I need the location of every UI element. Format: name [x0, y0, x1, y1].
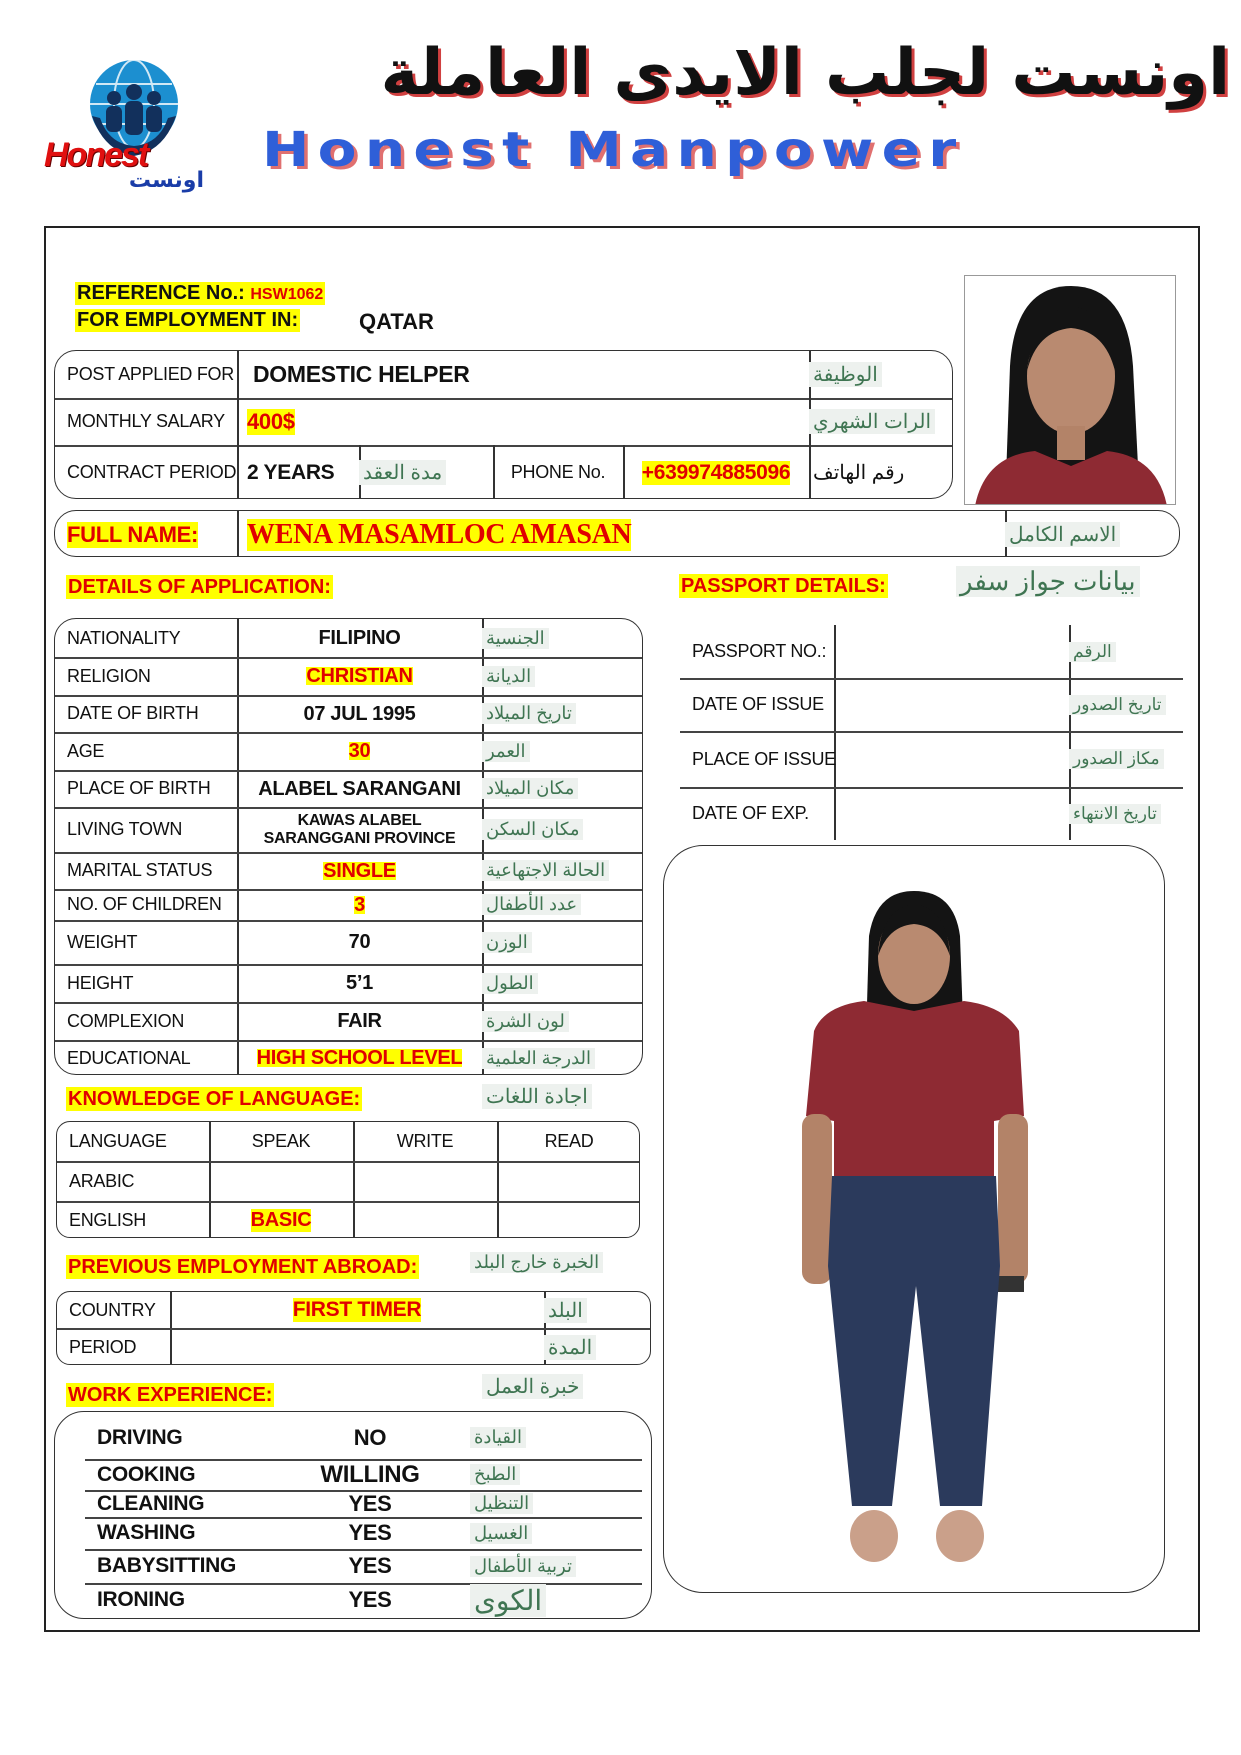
work-skill-value-text: NO — [353, 1424, 387, 1450]
period-arabic — [544, 1328, 651, 1365]
detail-arabic — [482, 657, 643, 695]
period-label-text: PERIOD — [69, 1336, 137, 1357]
detail-arabic — [482, 695, 643, 732]
passport-section-title: PASSPORT DETAILS: — [681, 575, 886, 597]
detail-label — [55, 732, 237, 770]
language-header — [209, 1122, 353, 1161]
contract-label — [55, 445, 237, 499]
salary-value — [237, 398, 809, 445]
contract-arabic-text: مدة العقد — [359, 460, 446, 485]
detail-value — [237, 657, 482, 695]
detail-arabic — [482, 1002, 643, 1040]
work-skill-arabic — [470, 1517, 642, 1549]
detail-label-text: LIVING TOWN — [67, 819, 183, 839]
work-skill-arabic — [470, 1549, 642, 1583]
work-skill-arabic — [470, 1583, 642, 1617]
passport-label-text: PLACE OF ISSUE — [692, 748, 836, 769]
employment-country: QATAR — [359, 309, 434, 334]
language-header — [57, 1122, 209, 1161]
work-skill-arabic-text: الكوى — [470, 1584, 546, 1617]
full-name-label — [55, 511, 237, 557]
work-skill-arabic-text: القيادة — [470, 1427, 526, 1448]
phone-arabic — [809, 445, 953, 499]
contract-arabic — [359, 445, 493, 499]
details-section-title: DETAILS OF APPLICATION: — [68, 576, 331, 598]
passport-details-table — [680, 625, 1183, 840]
detail-value-text: 5’1 — [346, 972, 373, 994]
work-experience-table — [54, 1411, 652, 1619]
work-skill-value — [270, 1459, 470, 1490]
phone-label — [493, 445, 623, 499]
arabic-company-title: اونست لجلب الايدى العاملة — [380, 36, 1230, 110]
passport-arabic — [1069, 787, 1183, 840]
salary-arabic-text: الرات الشهري — [809, 409, 935, 434]
detail-label — [55, 964, 237, 1002]
detail-arabic-text: الوزن — [482, 932, 532, 953]
country-arabic — [544, 1292, 651, 1328]
work-skill-label — [97, 1416, 297, 1459]
detail-label-text: DATE OF BIRTH — [67, 703, 199, 723]
period-arabic-text: المدة — [544, 1335, 596, 1360]
detail-value-text: CHRISTIAN — [306, 665, 413, 687]
language-cell — [209, 1201, 353, 1238]
logo-text: Honest — [44, 136, 148, 174]
detail-value — [237, 964, 482, 1002]
detail-value-text: 07 JUL 1995 — [303, 702, 416, 725]
job-info-table — [54, 350, 953, 499]
post-label-text: POST APPLIED FOR — [67, 364, 234, 384]
work-skill-arabic — [470, 1490, 642, 1517]
passport-label — [680, 625, 834, 678]
detail-arabic — [482, 964, 643, 1002]
reference-number: HSW1062 — [250, 286, 324, 303]
detail-arabic — [482, 1040, 643, 1075]
full-name-arabic-text: الاسم الكامل — [1005, 522, 1120, 547]
english-company-title: Honest Manpower — [262, 122, 965, 178]
work-skill-value-text: WILLING — [320, 1460, 420, 1488]
passport-arabic-text: الرقم — [1069, 642, 1116, 662]
work-skill-label-text: CLEANING — [97, 1491, 205, 1515]
phone-arabic-text: رقم الهاتف — [813, 462, 905, 484]
post-label — [55, 351, 237, 398]
full-name-label-text: FULL NAME: — [67, 521, 199, 547]
detail-label-text: PLACE OF BIRTH — [67, 778, 211, 798]
detail-label-text: HEIGHT — [67, 972, 134, 993]
post-value — [237, 351, 809, 398]
employment-label: FOR EMPLOYMENT IN: — [77, 309, 299, 331]
detail-value — [237, 770, 482, 807]
detail-arabic — [482, 889, 643, 920]
passport-value — [834, 625, 1069, 678]
detail-label-text: COMPLEXION — [67, 1010, 185, 1031]
detail-arabic-text: الجنسية — [482, 628, 549, 649]
country-value-text: FIRST TIMER — [292, 1298, 422, 1321]
salary-value-text: 400$ — [247, 408, 295, 434]
language-section-arabic-title: اجادة اللغات — [482, 1084, 592, 1109]
full-name-value-text: WENA MASAMLOC AMASAN — [247, 518, 632, 550]
passport-label — [680, 731, 834, 787]
work-skill-label-text: COOKING — [97, 1462, 196, 1486]
detail-value — [237, 889, 482, 920]
detail-arabic-text: الحالة الاجتهاعية — [482, 860, 609, 881]
passport-arabic-text: مكاز الصدور — [1069, 749, 1164, 769]
post-arabic — [809, 351, 953, 398]
detail-value-text: KAWAS ALABEL SARANGGANI PROVINCE — [263, 811, 456, 847]
passport-arabic — [1069, 731, 1183, 787]
application-details-table — [54, 618, 643, 1075]
language-header — [497, 1122, 640, 1161]
language-cell — [57, 1201, 209, 1238]
work-skill-label — [97, 1549, 297, 1583]
salary-arabic — [809, 398, 953, 445]
language-cell — [353, 1161, 497, 1201]
language-header-text: LANGUAGE — [69, 1131, 167, 1151]
detail-label-text: NATIONALITY — [67, 627, 181, 648]
passport-section-arabic-title: بيانات جواز سفر — [956, 566, 1140, 597]
work-skill-arabic-text: الطبخ — [470, 1464, 520, 1485]
detail-label — [55, 695, 237, 732]
language-header-text: READ — [544, 1131, 594, 1151]
detail-value — [237, 695, 482, 732]
detail-value — [237, 920, 482, 964]
period-value — [170, 1328, 544, 1365]
passport-label — [680, 678, 834, 731]
company-logo — [44, 56, 220, 192]
language-cell — [497, 1201, 640, 1238]
passport-label-text: PASSPORT NO.: — [692, 641, 827, 661]
detail-arabic — [482, 852, 643, 889]
language-header — [353, 1122, 497, 1161]
country-label-text: COUNTRY — [69, 1299, 156, 1320]
passport-label — [680, 787, 834, 840]
detail-label-text: MARITAL STATUS — [67, 860, 213, 880]
language-cell-text: BASIC — [250, 1208, 312, 1231]
work-skill-value-text: YES — [348, 1490, 392, 1516]
detail-label — [55, 852, 237, 889]
detail-label — [55, 889, 237, 920]
detail-arabic — [482, 619, 643, 657]
language-cell — [497, 1161, 640, 1201]
work-skill-arabic-text: تربية الأطفال — [470, 1556, 576, 1577]
detail-label-text: EDUCATIONAL — [67, 1047, 191, 1068]
language-cell — [57, 1161, 209, 1201]
detail-arabic-text: العمر — [482, 741, 530, 762]
passport-arabic — [1069, 625, 1183, 678]
detail-value-text: 3 — [354, 893, 365, 916]
detail-arabic — [482, 732, 643, 770]
detail-value-text: ALABEL SARANGANI — [258, 777, 461, 800]
detail-label — [55, 920, 237, 964]
post-value-text: DOMESTIC HELPER — [253, 361, 470, 387]
detail-arabic-text: مكان الميلاد — [482, 778, 578, 799]
passport-value — [834, 731, 1069, 787]
detail-arabic-text: الديانة — [482, 666, 535, 687]
language-header-text: SPEAK — [251, 1131, 311, 1151]
detail-label-text: AGE — [67, 740, 105, 761]
work-skill-label-text: DRIVING — [97, 1425, 183, 1449]
previous-employment-section-title: PREVIOUS EMPLOYMENT ABROAD: — [68, 1256, 418, 1278]
work-skill-value — [270, 1416, 470, 1459]
detail-value-text: FAIR — [337, 1010, 382, 1032]
detail-value — [237, 619, 482, 657]
detail-value — [237, 852, 482, 889]
reference-label: REFERENCE No.: — [77, 282, 245, 304]
applicant-portrait-photo — [964, 275, 1176, 505]
language-cell — [353, 1201, 497, 1238]
work-skill-value — [270, 1583, 470, 1617]
work-skill-label-text: IRONING — [97, 1588, 185, 1611]
work-skill-value-text: YES — [348, 1520, 392, 1545]
work-skill-arabic-text: التنظيل — [470, 1493, 533, 1514]
detail-value — [237, 807, 482, 852]
detail-arabic-text: لون الشرة — [482, 1011, 569, 1032]
work-skill-value-text: YES — [348, 1553, 392, 1578]
detail-arabic — [482, 807, 643, 852]
passport-arabic-text: تاريخ الانتهاء — [1069, 804, 1161, 824]
logo-arabic: اونست — [128, 168, 204, 193]
detail-label — [55, 807, 237, 852]
salary-label-text: MONTHLY SALARY — [67, 411, 225, 431]
work-skill-label — [97, 1459, 297, 1490]
language-cell-text: ENGLISH — [69, 1209, 146, 1230]
detail-value-text: 70 — [348, 931, 371, 953]
country-arabic-text: البلد — [544, 1298, 587, 1323]
language-section-title: KNOWLEDGE OF LANGUAGE: — [68, 1088, 361, 1110]
work-skill-value-text: YES — [348, 1587, 392, 1612]
detail-arabic-text: تاريخ الميلاد — [482, 703, 576, 724]
detail-value-text: 30 — [348, 740, 371, 762]
detail-label — [55, 1040, 237, 1075]
salary-label — [55, 398, 237, 445]
post-arabic-text: الوظيفة — [809, 362, 882, 387]
detail-arabic — [482, 920, 643, 964]
detail-label — [55, 657, 237, 695]
full-name-arabic — [1005, 511, 1180, 557]
passport-label-text: DATE OF EXP. — [692, 803, 809, 823]
work-skill-label — [97, 1583, 297, 1617]
detail-label-text: RELIGION — [67, 665, 151, 686]
contract-value-text: 2 YEARS — [247, 460, 335, 484]
passport-arabic — [1069, 678, 1183, 731]
detail-arabic-text: الدرجة العلمية — [482, 1048, 595, 1069]
country-value — [170, 1292, 544, 1328]
detail-arabic — [482, 770, 643, 807]
work-skill-label — [97, 1490, 297, 1517]
detail-label — [55, 1002, 237, 1040]
work-skill-label-text: BABYSITTING — [97, 1554, 237, 1577]
passport-label-text: DATE OF ISSUE — [692, 694, 824, 714]
work-skill-value — [270, 1549, 470, 1583]
passport-arabic-text: تاريخ الصدور — [1069, 695, 1166, 715]
detail-arabic-text: عدد الأطفال — [482, 894, 581, 915]
detail-label-text: NO. OF CHILDREN — [67, 894, 222, 914]
passport-value — [834, 787, 1069, 840]
contract-label-text: CONTRACT PERIOD — [67, 462, 237, 482]
work-skill-label-text: WASHING — [97, 1521, 196, 1544]
previous-employment-arabic-title: الخبرة خارج البلد — [470, 1252, 603, 1273]
detail-value-text: HIGH SCHOOL LEVEL — [256, 1047, 463, 1069]
work-skill-arabic-text: الغسيل — [470, 1523, 532, 1544]
detail-value — [237, 732, 482, 770]
detail-value-text: FILIPINO — [318, 627, 401, 649]
passport-value — [834, 678, 1069, 731]
work-skill-label — [97, 1517, 297, 1549]
work-skill-arabic — [470, 1459, 642, 1490]
work-skill-value — [270, 1517, 470, 1549]
phone-label-text: PHONE No. — [510, 462, 606, 482]
language-cell — [209, 1161, 353, 1201]
detail-value-text: SINGLE — [323, 859, 396, 882]
language-header-text: WRITE — [396, 1131, 454, 1151]
period-label — [57, 1328, 170, 1365]
work-experience-section-title: WORK EXPERIENCE: — [68, 1384, 273, 1406]
country-label — [57, 1292, 170, 1328]
phone-number-text: +639974885096 — [641, 460, 791, 484]
reference-line — [75, 282, 325, 305]
detail-label — [55, 619, 237, 657]
full-name-value — [237, 511, 1005, 557]
contract-value — [237, 445, 359, 499]
language-table — [56, 1121, 640, 1238]
detail-label — [55, 770, 237, 807]
full-name-row — [54, 510, 1180, 557]
detail-arabic-text: مكان السكن — [482, 819, 583, 840]
phone-number — [623, 445, 809, 499]
detail-arabic-text: الطول — [482, 973, 538, 994]
applicant-full-body-photo — [663, 845, 1165, 1593]
detail-value — [237, 1040, 482, 1075]
previous-employment-table — [56, 1291, 651, 1365]
work-skill-value — [270, 1490, 470, 1517]
detail-label-text: WEIGHT — [67, 931, 138, 952]
detail-value — [237, 1002, 482, 1040]
work-experience-arabic-title: خبرة العمل — [482, 1374, 583, 1399]
work-skill-arabic — [470, 1416, 642, 1459]
language-cell-text: ARABIC — [69, 1170, 135, 1191]
